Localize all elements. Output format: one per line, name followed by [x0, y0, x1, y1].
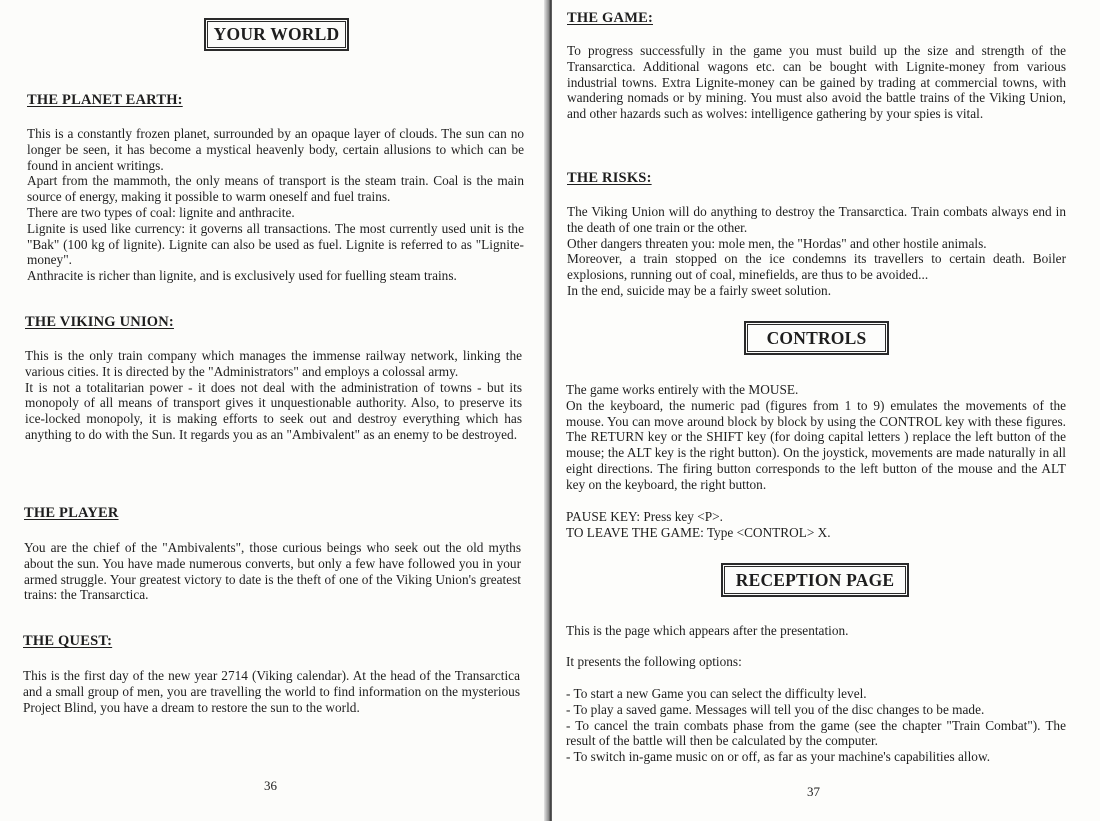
controls-keys: [566, 509, 1066, 541]
reception-intro: This is the page which appears after the presentation.: [566, 623, 849, 638]
risks-text: [567, 204, 1066, 299]
leave-game-line: TO LEAVE THE GAME: Type <CONTROL> X.: [566, 524, 831, 540]
planet-earth-para-3: There are two types of coal: lignite and anthracite.: [27, 204, 295, 220]
page-number-right: 37: [807, 784, 820, 799]
option-cancel-combats: - To cancel the train combats phase from the game (see the chapter "Train Combat"). The result of the battle will then be calculated by the computer.: [566, 717, 1066, 749]
risks-para-3: Moreover, a train stopped on the ice condemns its travellers to certain death. Boiler explosions, running out of coal, minefields, are thus to be avoided...: [567, 251, 1066, 283]
left-page: [0, 0, 548, 821]
page-number-left: 36: [264, 778, 277, 793]
risks-para-1: The Viking Union will do anything to destroy the Transarctica. Train combats always end in the death of one train or the other.: [567, 204, 1066, 235]
pause-key-line: PAUSE KEY: Press key <P>.: [566, 509, 723, 524]
reception-presents: It presents the following options:: [566, 654, 742, 669]
viking-union-text: [25, 348, 522, 443]
risks-para-4: In the end, suicide may be a fairly sweet solution.: [567, 282, 832, 298]
planet-earth-text: [27, 126, 524, 284]
your-world-title: YOUR WORLD: [204, 18, 349, 51]
game-heading: THE GAME:: [567, 10, 653, 26]
viking-union-para-2: It is not a totalitarian power - it does not deal with the administration of towns - but its monopoly of all means of transport gives it unquestionable authority. Also, to preserve its ice-locked monopoly, it is making efforts to seek out and destroy everything which has anything to do with the Sun. It regards you as an "Ambivalent" as an enemy to be destroyed.: [25, 379, 522, 442]
quest-text: [23, 668, 520, 715]
risks-para-2: Other dangers threaten you: mole men, the "Hordas" and other hostile animals.: [567, 235, 987, 251]
planet-earth-para-2: Apart from the mammoth, the only means of transport is the steam train. Coal is the main source of energy, making it possible to warm oneself and fuel trains.: [27, 173, 524, 205]
reception-page-title: RECEPTION PAGE: [721, 563, 909, 597]
controls-title: CONTROLS: [744, 321, 889, 355]
planet-earth-heading: THE PLANET EARTH:: [27, 92, 183, 108]
risks-heading: THE RISKS:: [567, 170, 652, 186]
controls-para-2: On the keyboard, the numeric pad (figures from 1 to 9) emulates the movements of the mouse. You can move around block by block by using the CONTROL key with these figures. The RETURN key or the SHIFT key (for doing capital letters ) replace the left button of the mouse; the ALT key is the right button). On the joystick, movements are made naturally in all eight directions. The firing button corresponds to the left button of the mouse and the ALT key on the keyboard, the right button.: [566, 397, 1066, 492]
player-para-1: You are the chief of the "Ambivalents", those curious beings who seek out the old myths about the sun. You have made numerous converts, but only a few have followed you in your armed struggle. Your greatest victory to date is the theft of one of the Viking Union's greatest trains: the Transarctica.: [24, 540, 521, 603]
player-heading: THE PLAYER: [24, 505, 119, 521]
player-text: [24, 540, 521, 603]
quest-heading: THE QUEST:: [23, 633, 113, 649]
controls-text: [566, 382, 1066, 493]
planet-earth-para-4: Lignite is used like currency: it governs all transactions. The most currently used unit is the "Bak" (100 kg of lignite). Lignite can also be used as fuel. Lignite is referred to as "Lignite-money".: [27, 220, 524, 268]
option-saved-game: - To play a saved game. Messages will tell you of the disc changes to be made.: [566, 701, 985, 717]
game-text: [567, 43, 1066, 122]
right-page: [552, 0, 1100, 821]
viking-union-para-1: This is the only train company which manages the immense railway network, linking the various cities. It is directed by the "Administrators" and employs a colossal army.: [25, 348, 522, 379]
option-new-game: - To start a new Game you can select the difficulty level.: [566, 686, 867, 701]
game-para-1: To progress successfully in the game you must build up the size and strength of the Transarctica. Additional wagons etc. can be bought with Lignite-money from various industrial towns. Extra Lignite-money can be gained by trading at commercial towns, with wandering nomads or by mining. You must also avoid the battle trains of the Viking Union, and other hazards such as wolves: intelligence gathering by your spies is vital.: [567, 43, 1066, 122]
planet-earth-para-1: This is a constantly frozen planet, surrounded by an opaque layer of clouds. The sun can no longer be seen, it has become a mystical heavenly body, certain allusions to which can be found in ancient writings.: [27, 126, 524, 173]
reception-options: [566, 686, 1066, 765]
quest-para-1: This is the first day of the new year 2714 (Viking calendar). At the head of the Transarctica and a small group of men, you are travelling the world to find information on the mysterious Project Blind, you have a dream to restore the sun to the world.: [23, 668, 520, 715]
controls-para-1: The game works entirely with the MOUSE.: [566, 382, 799, 397]
option-music: - To switch in-game music on or off, as far as your machine's capabilities allow.: [566, 749, 991, 765]
planet-earth-para-5: Anthracite is richer than lignite, and is exclusively used for fuelling steam trains.: [27, 268, 457, 284]
viking-union-heading: THE VIKING UNION:: [25, 314, 174, 330]
